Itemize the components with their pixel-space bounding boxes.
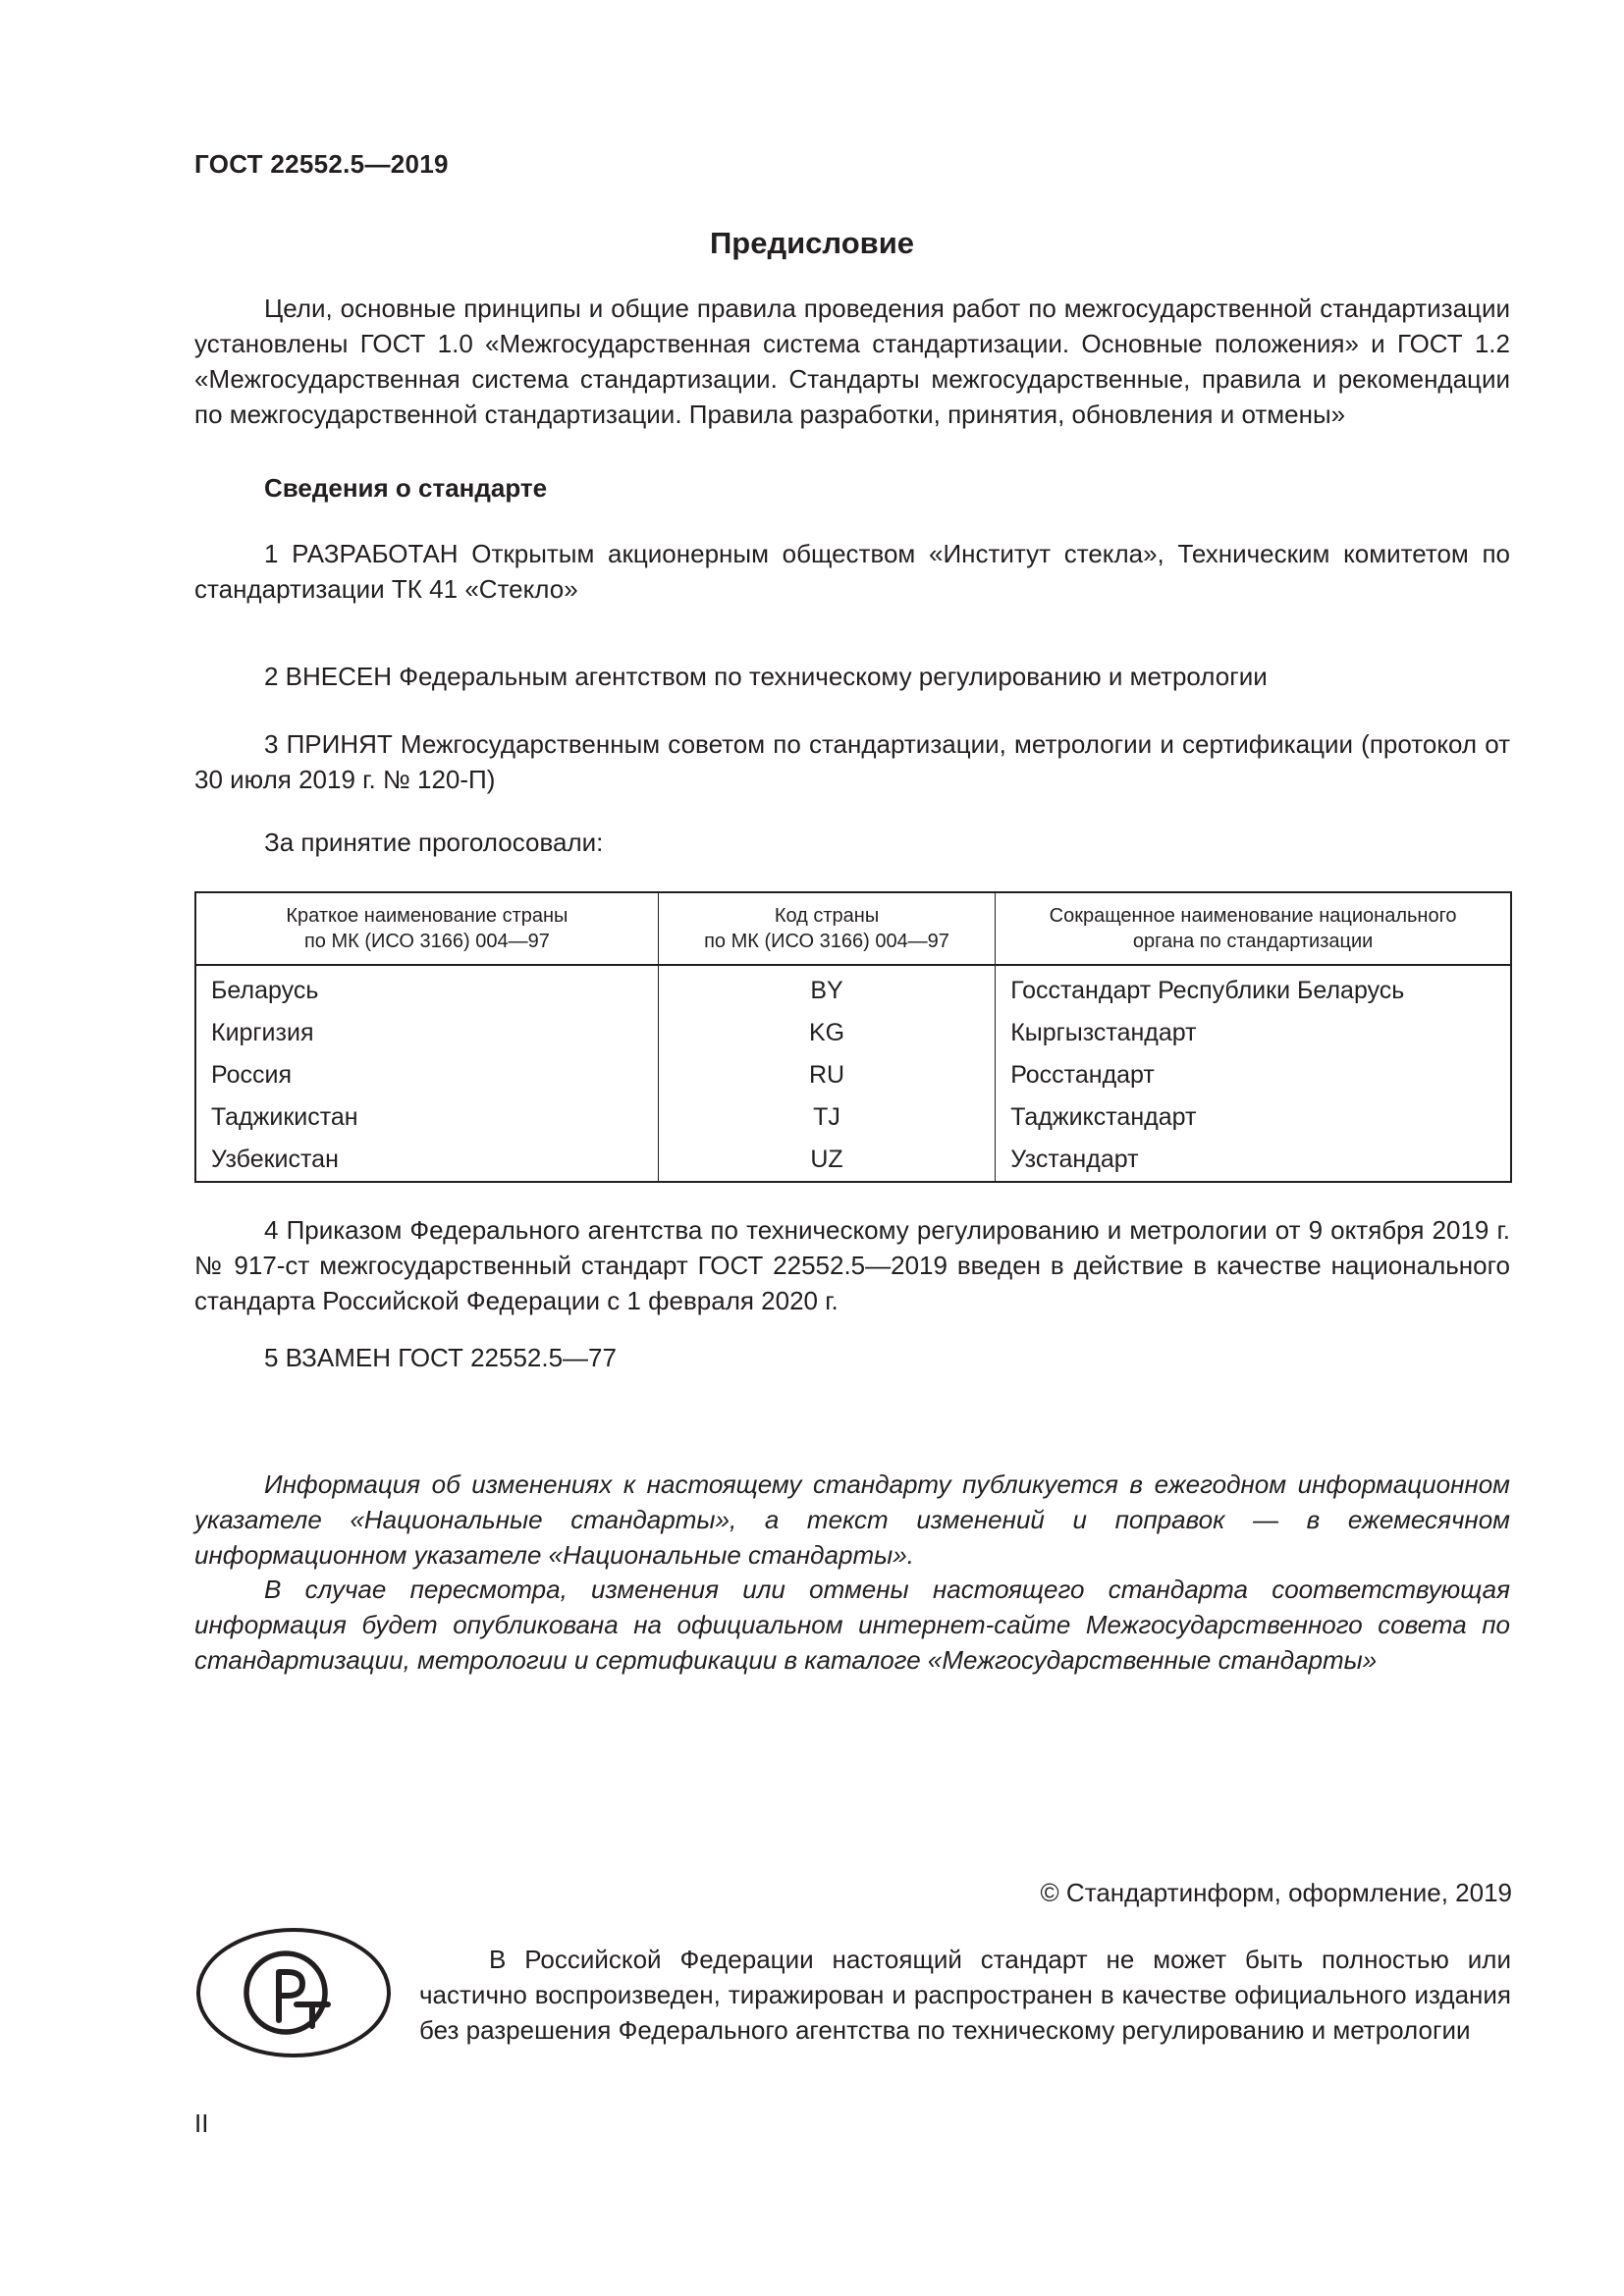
header-country-code: Код страны по МК (ИСО 3166) 004—97: [658, 892, 995, 965]
header-country-name: Краткое наименование страны по МК (ИСО 3166) 004—97: [195, 892, 658, 965]
country-code-cell: BY: [658, 965, 995, 1012]
item-adopted: 3 ПРИНЯТ Межгосударственным советом по стандартизации, метрологии и сертификации (протокол от 30 июля 2019 г. № 120-П): [194, 729, 1510, 794]
table-row: [195, 1054, 1511, 1096]
national-body-cell: Таджикстандарт: [996, 1096, 1511, 1139]
item-order: 4 Приказом Федерального агентства по техническому регулированию и метрологии от 9 октября 2019 г. № 917-ст межгосударственный стандарт ГОСТ 22552.5—2019 введен в действие в качестве национального стандарта Российской Федерации с 1 февраля 2020 г.: [194, 1215, 1510, 1315]
item-developed: 1 РАЗРАБОТАН Открытым акционерным обществом «Институт стекла», Техническим комитетом по стандартизации ТК 41 «Стекло»: [194, 539, 1510, 604]
table-row: [195, 1012, 1511, 1054]
item-replaces: 5 ВЗАМЕН ГОСТ 22552.5—77: [264, 1343, 617, 1372]
national-body-cell: Госстандарт Республики Беларусь: [996, 965, 1511, 1012]
intro-paragraph: Цели, основные принципы и общие правила проведения работ по межгосударственной стандартизации установлены ГОСТ 1.0 «Межгосударственная система стандартизации. Основные положения» и ГОСТ 1.2 «Межгосударственная система стандартизации. Стандарты межгосударственные, правила и рекомендации по межгосударственной стандартизации. Правила разработки, принятия, обновления и отмены»: [194, 294, 1510, 429]
national-body-cell: Росстандарт: [996, 1054, 1511, 1096]
country-code-cell: KG: [658, 1012, 995, 1054]
country-code-cell: RU: [658, 1054, 995, 1096]
document-code: ГОСТ 22552.5—2019: [194, 149, 449, 179]
national-body-cell: Узстандарт: [996, 1139, 1511, 1182]
country-name-cell: Узбекистан: [211, 1146, 339, 1173]
voting-countries-table: [194, 891, 1512, 1183]
table-row: [195, 965, 1511, 1012]
country-name-cell: Беларусь: [211, 977, 319, 1004]
copyright-line: © Стандартинформ, оформление, 2019: [1040, 1878, 1512, 1907]
table-row: [195, 1096, 1511, 1139]
changes-notice: Информация об изменениях к настоящему стандарту публикуется в ежегодном информационном указателе «Национальные стандарты», а текст изменений и поправок — в ежемесячном информационном указателе «Национальные стандарты».: [194, 1469, 1510, 1570]
national-body-cell: Кыргызстандарт: [996, 1012, 1511, 1054]
vote-label: За принятие проголосовали:: [264, 828, 604, 857]
country-code-cell: TJ: [658, 1096, 995, 1139]
page-number: II: [194, 2109, 209, 2138]
item-introduced: 2 ВНЕСЕН Федеральным агентством по техническому регулированию и метрологии: [264, 662, 1268, 691]
info-heading: Сведения о стандарте: [264, 473, 548, 503]
revision-notice: В случае пересмотра, изменения или отмены настоящего стандарта соответствующая информация будет опубликована на официальном интернет-сайте Межгосударственного совета по стандартизации, метрологии и сертификации в каталоге «Межгосударственные стандарты»: [194, 1575, 1510, 1675]
table-header-row: [195, 892, 1511, 965]
country-name-cell: Киргизия: [211, 1019, 314, 1046]
country-code-cell: UZ: [658, 1139, 995, 1182]
reproduction-rights-notice: В Российской Федерации настоящий стандарт не может быть полностью или частично воспроизведен, тиражирован и распространен в качестве официального издания без разрешения Федерального агентства по техническому регулированию и метрологии: [419, 1945, 1511, 2045]
page-title: Предисловие: [709, 226, 914, 260]
header-national-body: Сокращенное наименование национального органа по стандартизации: [996, 892, 1511, 965]
country-name-cell: Россия: [211, 1061, 292, 1089]
table-row: [195, 1139, 1511, 1182]
country-name-cell: Таджикистан: [211, 1103, 358, 1131]
rst-conformity-mark-icon: [194, 1926, 393, 2059]
